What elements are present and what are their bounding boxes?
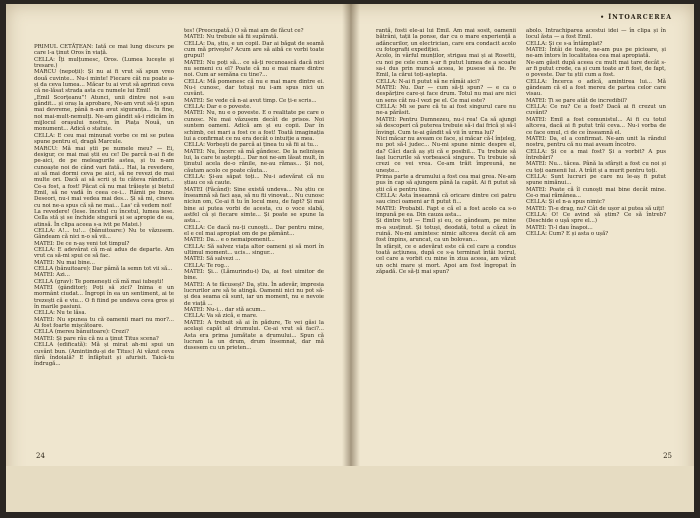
dialogue-paragraph: MATEI: Nu, încerc să mă gândesc. De la nelinișea lui, la care te aștepți... Dar noi ne-am lăsat mult, în ținutul acela de-o rănile, ne-au rămas... Și noi, căutam acolo ce poate căuta...: [184, 148, 324, 174]
dialogue-paragraph: MATEI: Pentru Dumnezeu, nu-i rea! Ca să ajungi să descoperi că puterea trebuie să-i dai frică și să-l învingi. Cum te-ai gândit să vii în urma lui?: [376, 116, 516, 136]
dialogue-paragraph: PRIMUL CETĂȚEAN: Iată ce mai lung discurs pe care l-a ținut Oros în viață.: [34, 44, 174, 57]
dialogue-paragraph: MATEI: Și... (Lămurindu-i) Da, ai fost uimitor de bine.: [184, 269, 324, 282]
page-number-right: 25: [663, 452, 672, 460]
dialogue-paragraph: MATEI: Da... e o nemaipomenit...: [184, 237, 275, 244]
dialogue-paragraph: CELLA: Și ce s-a întâmplat?: [526, 40, 603, 47]
dialogue-paragraph: MATEI: Nu trebuie să fii supărată.: [184, 34, 279, 41]
dialogue-paragraph: CELLA: Să salvez viața altor oameni și să mori în ultimul moment... ucis... singur...: [184, 243, 324, 257]
dialogue-paragraph: CELLA: E adevărat că m-ai adus de departe. Am vrut ca să-mi spui ce să fac.: [34, 247, 174, 260]
dialogue-paragraph: Acolo, în vârful munților, strigau mai și ai Rosetti, cu noi pe cele cum s-ar fi putut lumea de a scoate sa-i dus prin muncă aceea, le pusese să fie. Pe Emil, la cărui toți-aștepta.: [376, 53, 516, 79]
dialogue-paragraph: În sfârșit, ce e adevărat este că cel care a condus toată acțiunea, după ce s-a terminat întâi lucrul, cel care a vorbit cu mine în ziua aceea, am văzut un ochi mare și mort. Apoi am fost îngropat în zăpadă. Ce să-ți mai spun?: [376, 243, 516, 276]
dialogue-paragraph: CELLA: Va să zică, e mare.: [184, 313, 258, 320]
dialogue-paragraph: CELLA (bânuitoare): Dar pâmă la semn tot vii să...: [34, 266, 173, 273]
dialogue-paragraph: MATEI: Da, el a confirmat. Ne-am unit la rândul nostru, pentru că nu mai aveam încotro.: [526, 135, 666, 149]
dialogue-paragraph: CELLA: Cum? E și asta o ușă?: [526, 231, 609, 237]
dialogue-paragraph: Nici măcar nu aveam ce face, și măcar că-l înțeleg, nu pot să-l judec... Nu-mi spune nimic despre el, da? Căci dacă aș ști că e posibil... Tu trebuie să lași lucrurile să vorbească singure. Tu trebuie să crezi ce vei vrea. Ce-am trăit împreună, ne unește...: [376, 135, 516, 174]
dialogue-paragraph: CELLA: Da, știu, e un copil. Dar ai băgat de seamă cum mă privește? Acum are să aibă ce vorbi toate grupul!: [184, 40, 324, 60]
right-page: [352, 4, 694, 512]
dialogue-paragraph: „Emil Scorțeanu”! Atunci, unii dintre noi s-au gândit... și oraș la aprobare, Ne-am vrut să-ți spun mai devreme, până n-am avut siguranța... In fine, noi mai-mult-nemulți. Ne-am gândit să-i ridicăm în mijlocul orașului nostru, în Piața Nouă, un monument... Adică o statuie.: [34, 94, 174, 133]
running-head: • ÎNTOARCEREA: [600, 14, 672, 21]
dialogue-paragraph: CELLA: Nu te lăsa.: [34, 310, 87, 317]
dialogue-paragraph: MATEI: Ți-l dau înapoi...: [526, 224, 593, 231]
page-bottom-margin: [6, 466, 694, 512]
dialogue-paragraph: MATEI: Nu poți să... ce să-ți recunoască dacă nici nu semeni cu el? Poate că nu e mai mare dintre noi. Cum ar semăna cu tine?...: [184, 59, 324, 79]
dialogue-paragraph: MARCU (nepoții): Și nu ai fi vrut să spun vreo două cuvinte... Nu-i minte! Fiecare cât nu poate a-și da ceva lumea... Măcar tu ai vrut să aprinzi ceva că ne-lăsat strada asta cu numele lui Emil!: [34, 69, 174, 95]
dialogue-paragraph: Prima parte a drumului a fost cea mai grea. Ne-am pus în cap să ajungem până la capăt. Ai fi putut să știi că e pentru tine.: [376, 173, 516, 193]
dialogue-paragraph: MATEI: Emil a fost comunistul... Ai fi cu totul altceva, dacă ai fi putut trăi ceva... Nu-i vorba de ce face omul, ci de ce înseamnă el.: [526, 116, 666, 136]
dialogue-paragraph: MATEI: Ți-e drag, nu? Cât de ușor ai putea să uiți!: [526, 205, 665, 212]
dialogue-paragraph: CELLA: Îți mulțumesc, Oros. (Lumea lucește și tresare.): [34, 56, 174, 70]
dialogue-paragraph: MATEI (Făcând): Sine există undeva... Nu știu ce înseamnă să faci așa, să nu fii vinovat... Nu cunosc niciun om, Ce-ai fi tu în locul meu, de fapt? Și mai bine ai putea vorbi de acesta, cu o voce slabă, astfel că și fiecare simte... Și poate se spune la asta...: [184, 186, 324, 225]
dialogue-paragraph: MARCU: Mă mai știi pe numele meu? — Ei, desigur, ce mai mai știi eu ce! De parcă n-ai fi de pe-aici, de pe meleagurile astea, și tu n-am cunoaște noi de când vari fată... Hai, la revedere, ai să mai dormi ceva pe aici, să ne revezi de mai multe ori. Dacă ai să scrii și tu câteva rânduri... Ce-a fost, a fost! Păcat că nu mai trăiește și bietul Emil, să ne vadă în ceea ce-i... Râmii pe bune. Deseori, nu-i mai vedea mai des... Și să mi, cineva cu noi ne-a spus că să ne mai... Las' că vedem noi!: [34, 145, 174, 209]
dialogue-paragraph: Ne-am găsit după aceea cu mult mai tare decât s-ar fi putut crede, ca și cum toate ar fi fost, de fapt, o poveste. Dar tu știi cum a fost.: [526, 59, 666, 79]
dialogue-paragraph: CELLA: Încerca o adică, amintirea lui... Mă gândeam că el a fost mereu de partea celor care visau.: [526, 78, 666, 98]
dialogue-paragraph: MATEI (gânditor): Poți să zici? Inima e un mormânt ciudat... Îngropi în ea un sentiment, ai te trezești că e viu... O fi fiind pe undeva ceva gros și în marile pasiuni.: [34, 285, 174, 311]
dialogue-paragraph: La revedere! (Iese. încetul cu încetul, lumea iese. Cella stă și se închide singură și se apropie de ea, atinsă. În clipa aceea s-a ivit pe Matei.): [34, 208, 174, 228]
left-page-column-2: [184, 28, 324, 352]
dialogue-paragraph: MATEI: Nu. Dar — cum să-ți spun? — e ca o despărțire care-și face drum. Totul nu mai are nici un sens cât nu-l vezi pe el. Ce mai este?: [376, 85, 516, 104]
dialogue-paragraph: MATEI: A te făcuseși? Da, știu. În adevăr, impresia lucrurilor are să te atingă. Oamenii nici nu pot să-și dea seama că sunt, iar un moment, nu e nevoie de viață ...: [184, 281, 324, 307]
dialogue-paragraph: CELLA: Și-au săpat toți... Nu-i adevărat că nu știau ce să caute.: [184, 173, 324, 187]
dialogue-paragraph: CELLA: A!... tu!... (bânuitoare:) Nu te văzusem. Gândeam că nici n-o să vii...: [34, 227, 174, 241]
dialogue-paragraph: MATEI: Nu, nu e o poveste. E o realitate pe care o cunosc. Nu mai văzusem decât de prisos. Noi suntem oameni. Adică am și eu copii. Dar în schimb, cei mari a fost ce a fost! Toată imaginația lui a confirmat ce nu era decât o intuiție a mea.: [184, 110, 324, 142]
dialogue-paragraph: CELLA: E ceu mai minunat vorbe ce mi se putea spune pentru el, dragă Marcule.: [34, 132, 174, 146]
right-page-column-1: [376, 28, 516, 275]
dialogue-paragraph: MATEI: Să salvezi ...: [184, 256, 241, 263]
dialogue-paragraph: CELLA (edificată): Mă și mirat ah-mi spui un cuvânt bun. (Amintindu-și de Titus:) Ai văzut ceva fără îndoială? E înfăptuit și afurisit. Taică-tu îndrugă...: [34, 342, 174, 368]
dialogue-paragraph: CELLA: Ce dacă nu-ți cunoști... Dar pentru mine, el e cel mai apropiat om de pe pământ...: [184, 224, 324, 237]
dialogue-paragraph: MATEI: A trebuit să ai în pădure, Te vei găsi la același capăt al drumului. Ce-ai vrut să faci?... Asta era prima jumătate a drumului... Spun că lucram la un drum, drum însemnat, dar mă dusesem cu un prieten...: [184, 319, 324, 352]
dialogue-paragraph: CELLA: Ce nu? Ce a fost? Dacă ai fi crezut un cuvânt?: [526, 104, 666, 117]
dialogue-paragraph: MATEI: Nu spunea tu că oamenii mari nu mor?... Ai fost foarte mișcătoare.: [34, 316, 174, 330]
dialogue-paragraph: abolo. Intrachiparea acestui idei — în clipa și în locul ăsta — a fost Emil.: [526, 28, 666, 41]
dialogue-paragraph: CELLA (mereu bânuitoare): Crezi?: [34, 329, 129, 336]
dialogue-paragraph: MATEI: Întâi de toate, ne-am pus pe picioare, și ne-am întors în localitatea cea mai apropiată.: [526, 47, 666, 60]
dialogue-paragraph: rantă, fosti ele-ai lui Emil. Am mai sosit, oamenii bătrâni, tații la ponse, dar cu o mare experiență a adâncurilor, un electrician, care era condacit acolo cu fotografii expediției.: [376, 28, 516, 54]
dialogue-paragraph: MATEI: Nu... tăcea. Până la sfârșit a fost cu noi și cu toți oamenii lui. A trăit și a murit pentru toți.: [526, 161, 666, 174]
dialogue-paragraph: MATEI: Se vede că n-ai avut timp. Ce ți-e scris...: [184, 97, 317, 104]
dialogue-paragraph: CELLA: Asta înseamnă că oricare dintre cei patru sau cinci oameni ar fi putut fi...: [376, 192, 516, 206]
dialogue-paragraph: CELLA: Te rog...: [184, 262, 230, 269]
dialogue-paragraph: CELLA: Mi se pare că tu ai fost singurul care nu ne-a părăsit.: [376, 104, 516, 117]
left-page: [6, 4, 348, 512]
dialogue-paragraph: CELLA: Și el n-a spus nimic?: [526, 199, 605, 206]
dialogue-paragraph: CELLA: O! Ce avind să știm? Ce să întreb? (Deschide o ușă spre el...): [526, 211, 666, 225]
dialogue-paragraph: MATEI: Probabil. Fapt e că el a fost acolo ca s-o impună pe ea. Din cauza asta...: [376, 205, 516, 218]
dialogue-paragraph: CELLA: Dar e o poveste.: [184, 104, 252, 111]
dialogue-paragraph: CELLA: Sunt lucruri pe care nu le-aș fi putut spune nimănui...: [526, 173, 666, 187]
dialogue-paragraph: CELLA: N-ai fi putut să ne rămâi aici?: [376, 78, 480, 85]
dialogue-paragraph: CELLA (grav): Te pomenești că mă mai iubești!: [34, 278, 164, 285]
dialogue-paragraph: MATEI: Azi...: [34, 272, 70, 279]
dialogue-paragraph: MATEI: Nu mai bine...: [34, 259, 95, 266]
dialogue-paragraph: tes! (Preocupată.) O să mai am de făcut ce?: [184, 28, 304, 34]
dialogue-paragraph: CELLA: Vorbești de parcă ai ținea tu să fii ai tu...: [184, 142, 319, 149]
dialogue-paragraph: MATEI: Nu-i... dar stă acum...: [184, 307, 266, 314]
dialogue-paragraph: CELLA: Mă pomenesc că nu e mai mare dintre ei. Nu-i cunosc, dar totuși nu i-am spus nici un cuvânt.: [184, 78, 324, 98]
dialogue-paragraph: Și dintre toți — Emil și eu, ce gândeam, pe mine m-a susținut. Și totuși, deodată, totul a căzut în ruină. Nu-mi amintesc nimic altceva decât că am fost împins, aruncat, ca un bolovan...: [376, 218, 516, 244]
open-book: [6, 4, 694, 512]
dialogue-paragraph: MATEI: Poate că îl cunoști mai bine decât mine. Ce-o mai rămânea...: [526, 186, 666, 199]
page-number-left: 24: [36, 452, 45, 460]
dialogue-paragraph: MATEI: Și pare râu că nu a ținut Titus scena?: [34, 335, 159, 342]
left-page-column-1: [34, 44, 174, 368]
dialogue-paragraph: MATEI: Ți se pare atât de incredibil?: [526, 97, 627, 104]
dialogue-paragraph: MATEI: De ce n-aș veni tot timpul?: [34, 240, 130, 247]
right-page-column-2: [526, 28, 666, 237]
dialogue-paragraph: CELLA: Și ce a mai fost? Și a vorbit? A pus întrebări?: [526, 148, 666, 161]
